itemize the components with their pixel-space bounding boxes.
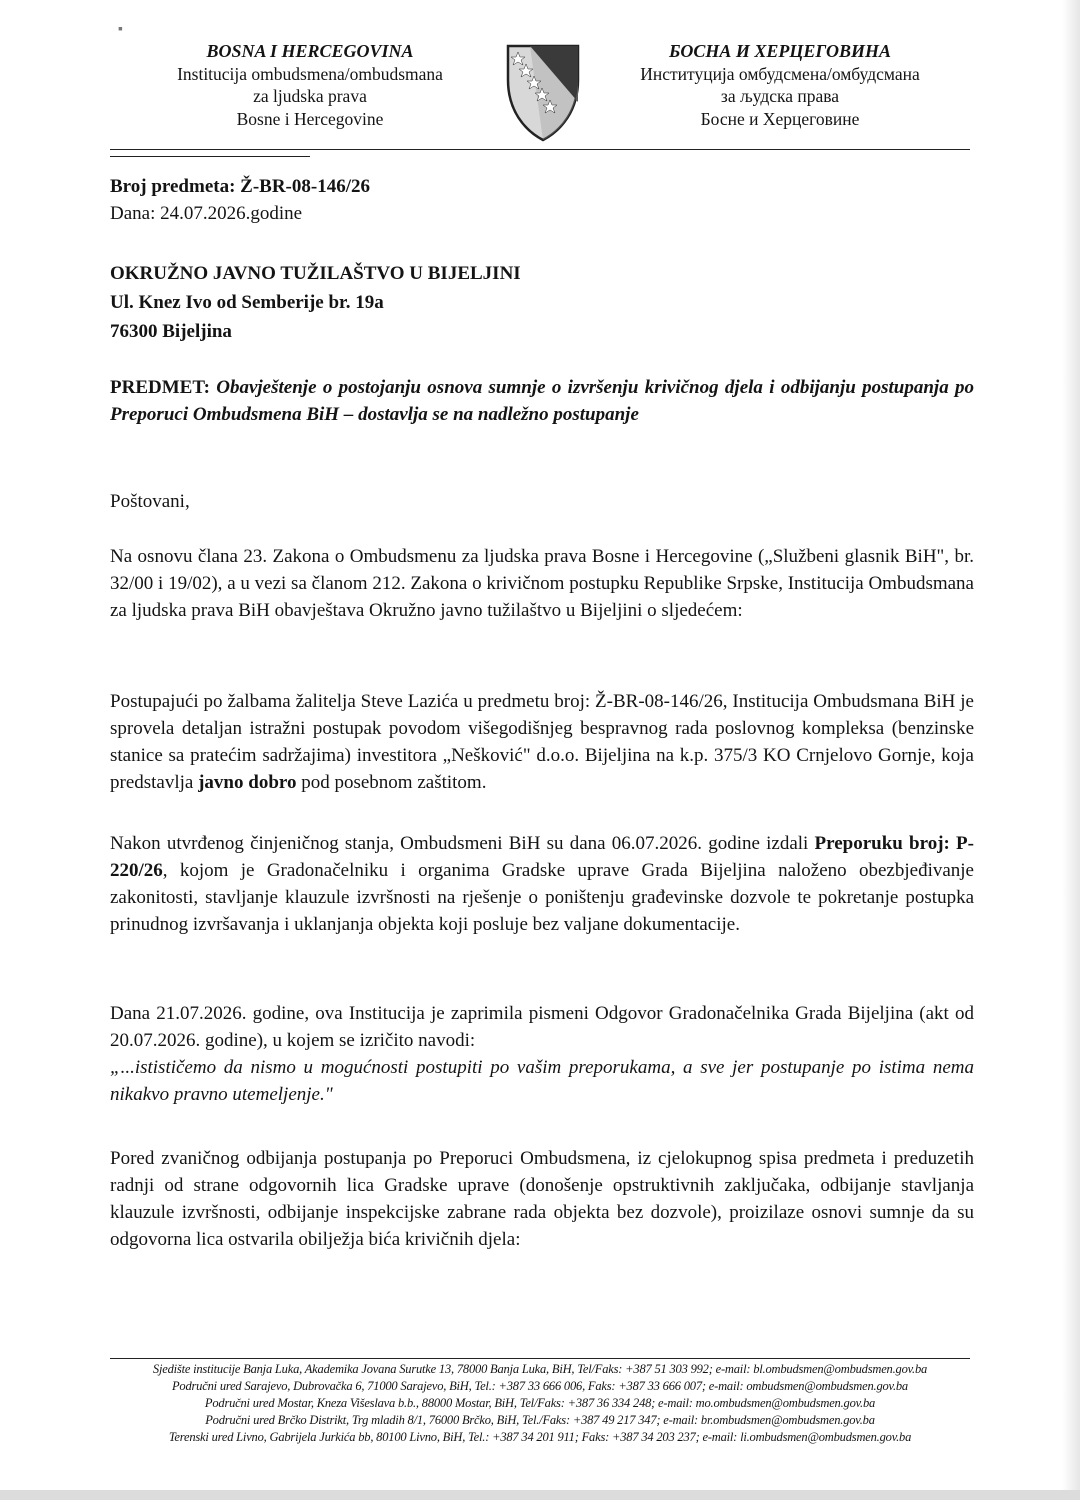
coat-of-arms-icon <box>500 40 586 144</box>
paragraph-2 <box>110 688 974 796</box>
header-right-line-3: Босне и Херцеговине <box>700 108 860 129</box>
header-left-line-2: za ljudska prava <box>253 86 367 106</box>
footer-divider <box>110 1358 970 1359</box>
paragraph-2-emphasis: javno dobro <box>198 772 297 793</box>
paragraph-3 <box>110 830 974 938</box>
case-divider <box>110 156 310 157</box>
paragraph-5: Pored zvaničnog odbijanja postupanja po Preporuci Ombudsmena, iz cjelokupnog spisa predmeta i preduzetih radnji od strane odgovornih lica Gradske uprave (donošenje opstruktivnih zaključaka, odbijanje stavljanja klauzule izvršnosti, odbijanje inspekcijske zabrane rada objekta bez dozvole), proizilaze osnovi sumnje da su odgovorna lica ostvarila obilježja bića krivičnih djela: <box>110 1148 974 1250</box>
header-left-title: BOSNA I HERCEGOVINA <box>206 41 414 61</box>
header-divider <box>110 149 970 150</box>
paragraph-3-text-b: , kojom je Gradonačelniku i organima Gradske uprave Grada Bijeljina naloženo obezbjeđivanje zakonitosti, stavljanje klauzule izvršnosti na rješenje o poništenju građevinske dozvole te pokretanje postupka prinudnog izvršavanja i uklanjanja objekta koji posluje bez valjane dokumentacije. <box>110 860 974 935</box>
page-edge-shadow <box>1062 0 1080 1500</box>
header-right-line-2: за људска права <box>720 86 840 106</box>
page-bottom-edge <box>0 1490 1080 1500</box>
header-left-line-3: Bosne i Hercegovine <box>236 108 384 129</box>
footer-line-1: Sjedište institucije Banja Luka, Akademika Jovana Surutke 13, 78000 Banja Luka, BiH, Tel/Faks: +387 51 303 992; e-mail: bl.ombudsmen@ombudsmen.gov.ba <box>152 1362 928 1376</box>
header-left <box>140 40 480 130</box>
header-right-line-1: Институција омбудсмена/омбудсмана <box>640 63 920 84</box>
scan-mark: ▪ <box>118 22 123 37</box>
paragraph-3-text-a: Nakon utvrđenog činjeničnog stanja, Ombudsmeni BiH su dana 06.07.2026. godine izdali <box>110 833 815 854</box>
footer-line-2: Područni ured Sarajevo, Dubrovačka 6, 71000 Sarajevo, BiH, Tel.: +387 33 666 006, Faks: +387 33 666 007; e-mail: ombudsmen@ombudsmen.gov.ba <box>171 1379 908 1393</box>
case-number: Broj predmeta: Ž-BR-08-146/26 <box>110 176 370 197</box>
footer-line-3: Područni ured Mostar, Kneza Višeslava b.b., 88000 Mostar, BiH, Tel/Faks: +387 36 334 248; e-mail: mo.ombudsmen@ombudsmen.gov.ba <box>204 1396 876 1410</box>
paragraph-1: Na osnovu člana 23. Zakona o Ombudsmenu za ljudska prava Bosne i Hercegovine („Službeni glasnik BiH", br. 32/00 i 19/02), a u vezi sa članom 212. Zakona o krivičnom postupku Republike Srpske, Institucija Ombudsmana za ljudska prava BiH obavještava Okružno javno tužilaštvo u Bijeljini o sljedećem: <box>110 546 974 621</box>
greeting: Poštovani, <box>110 491 190 512</box>
header-right-title: БОСНА И ХЕРЦЕГОВИНА <box>668 41 892 61</box>
recipient-name: OKRUŽNO JAVNO TUŽILAŠTVO U BIJELJINI <box>110 263 521 284</box>
subject-text: Obavještenje o postojanju osnova sumnje o izvršenju krivičnog djela i odbijanju postupanja po Preporuci Ombudsmena BiH – dostavlja se na nadležno postupanje <box>110 377 975 425</box>
footer-addresses <box>100 1361 980 1446</box>
paragraph-2-text-b: pod posebnom zaštitom. <box>296 772 487 793</box>
recipient-street: Ul. Knez Ivo od Semberije br. 19a <box>110 292 384 313</box>
quotation: „...istističemo da nismo u mogućnosti postupiti po vašim preporukama, a sve jer postupanje po istima nema nikakvo pravno utemeljenje." <box>110 1057 974 1105</box>
case-info <box>110 173 974 227</box>
header-right <box>610 40 950 130</box>
paragraph-4-text: Dana 21.07.2026. godine, ova Institucija je zaprimila pismeni Odgovor Gradonačelnika Grada Bijeljina (akt od 20.07.2026. godine), u kojem se izričito navodi: <box>110 1003 974 1051</box>
recipient <box>110 259 974 346</box>
header-left-line-1: Institucija ombudsmena/ombudsmana <box>177 63 443 84</box>
paragraph-3-emphasis: Preporuku broj: P-220/26 <box>110 833 974 881</box>
paragraph-4 <box>110 1000 974 1108</box>
footer-line-4: Područni ured Brčko Distrikt, Trg mladih 8/1, 76000 Brčko, BiH, Tel./Faks: +387 49 217 347; e-mail: br.ombudsmen@ombudsmen.gov.ba <box>205 1413 875 1427</box>
subject-label: PREDMET: <box>110 377 210 398</box>
recipient-city: 76300 Bijeljina <box>110 321 232 342</box>
footer-line-5: Terenski ured Livno, Gabrijela Jurkića bb, 80100 Livno, BiH, Tel.: +387 34 201 911; Faks: +387 34 203 237; e-mail: li.ombudsmen@ombudsmen.gov.ba <box>168 1430 912 1444</box>
subject <box>110 374 974 428</box>
paragraph-2-text-a: Postupajući po žalbama žalitelja Steve Lazića u predmetu broj: Ž-BR-08-146/26, Institucija Ombudsmana BiH je sprovela detaljan istražni postupak povodom višegodišnjeg bespravnog rada poslovnog kompleksa (benzinske stanice sa pratećim sadržajima) investitora „Nešković" d.o.o. Bijeljina na k.p. 375/3 KO Crnjelovo Gornje, koja predstavlja <box>110 691 974 793</box>
case-date: Dana: 24.07.2026.godine <box>110 203 303 224</box>
